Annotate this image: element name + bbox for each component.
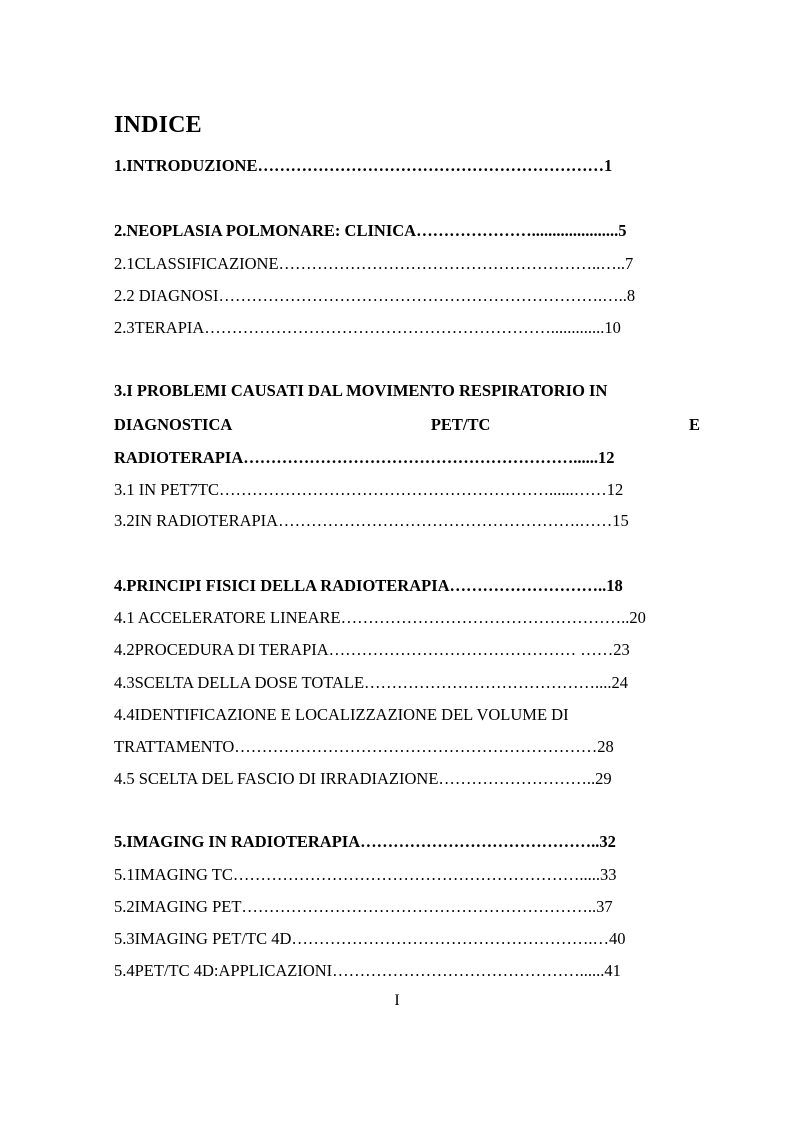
toc-entry-imaging: 5.IMAGING IN RADIOTERAPIA……………………………………..32: [114, 832, 616, 851]
toc-entry-problemi-line3: RADIOTERAPIA……………………………………………………......12: [114, 448, 615, 467]
toc-entry-identificazione-line1: 4.4IDENTIFICAZIONE E LOCALIZZAZIONE DEL VOLUME DI: [114, 705, 569, 724]
toc-entry-imaging-tc: 5.1IMAGING TC……………………………………………………….....33: [114, 865, 617, 884]
toc-entry-identificazione-line2: TRATTAMENTO…………………………………………………………28: [114, 737, 614, 756]
toc-entry-scelta-dose: 4.3SCELTA DELLA DOSE TOTALE……………………………………....24: [114, 673, 629, 692]
page-title: INDICE: [114, 112, 202, 138]
toc-entry-applicazioni: 5.4PET/TC 4D:APPLICAZIONI………………………………………......41: [114, 961, 621, 980]
toc-entry-introduzione: 1.INTRODUZIONE………………………………………………………1: [114, 156, 613, 175]
toc-entry-acceleratore: 4.1 ACCELERATORE LINEARE……………………………………………..20: [114, 608, 646, 627]
toc-entry-problemi-line2: [114, 415, 700, 435]
toc-entry-terapia: 2.3TERAPIA……………………………………………………….............10: [114, 318, 621, 337]
toc-entry-neoplasia: 2.NEOPLASIA POLMONARE: CLINICA………………….....................5: [114, 221, 627, 240]
toc-entry-in-radioterapia: 3.2IN RADIOTERAPIA……………………………………………….……15: [114, 511, 629, 530]
toc-word-e: E: [688, 415, 700, 434]
toc-entry-classificazione: 2.1CLASSIFICAZIONE…………………………………………………..…..7: [114, 254, 634, 273]
toc-entry-diagnosi: 2.2 DIAGNOSI…………………………………………………………….…..8: [114, 286, 636, 305]
toc-entry-problemi-line1: 3.I PROBLEMI CAUSATI DAL MOVIMENTO RESPIRATORIO IN: [114, 381, 608, 400]
toc-entry-imaging-pet-tc-4d: 5.3IMAGING PET/TC 4D……………………………………………….…40: [114, 929, 626, 948]
toc-entry-in-pet: 3.1 IN PET7TC……………………………………………………......……12: [114, 480, 624, 499]
toc-entry-imaging-pet: 5.2IMAGING PET………………………………………………………..37: [114, 897, 613, 916]
toc-entry-procedura: 4.2PROCEDURA DI TERAPIA……………………………………… ……23: [114, 640, 630, 659]
toc-entry-principi-fisici: 4.PRINCIPI FISICI DELLA RADIOTERAPIA………………………..18: [114, 576, 623, 595]
toc-entry-scelta-fascio: 4.5 SCELTA DEL FASCIO DI IRRADIAZIONE………………………..29: [114, 769, 612, 788]
toc-word-diagnostica: DIAGNOSTICA: [114, 415, 233, 434]
page-number: I: [394, 992, 400, 1009]
toc-word-pet-tc: PET/TC: [430, 415, 491, 434]
